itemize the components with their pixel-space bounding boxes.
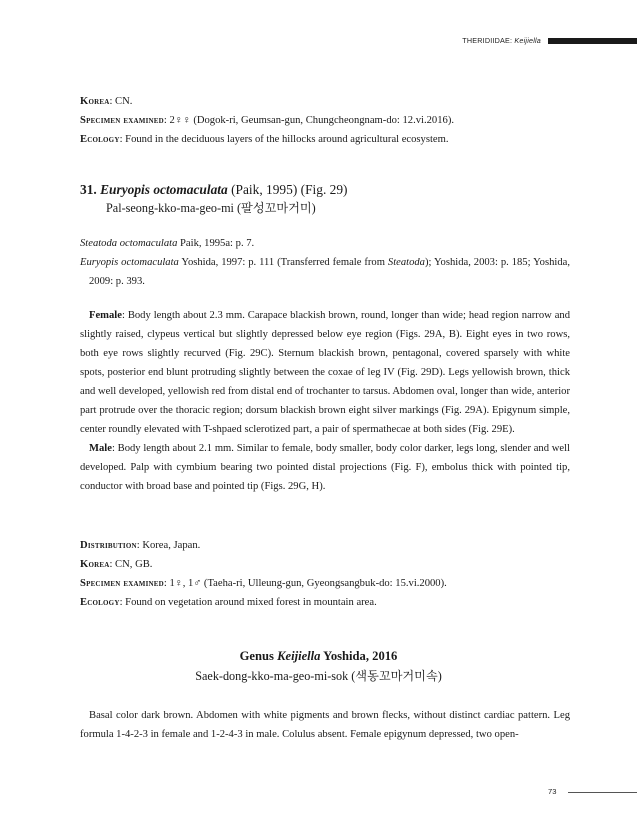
species-records (80, 536, 570, 612)
korea-line (80, 92, 570, 111)
male-label: Male (89, 443, 112, 454)
korea-value: : CN, GB. (109, 559, 153, 570)
korea-line (80, 555, 570, 574)
header-bar (548, 38, 637, 44)
genus-romanized: Saek-dong-kko-ma-geo-mi-sok (195, 669, 349, 683)
ecology-value: : Found in the deciduous layers of the hillocks around agricultural ecosystem. (119, 134, 449, 145)
species-author: (Paik, 1995) (231, 182, 298, 197)
synonym-reference: ); Yoshida, 2003: p. 185; Yoshida, 2009: p. 393. (89, 257, 570, 287)
species-genus: Euryopis (100, 182, 150, 197)
synonym-name: Euryopis octomaculata (80, 257, 179, 268)
male-description (80, 439, 570, 496)
genus-korean: (색동꼬마거미속) (351, 669, 442, 683)
female-label: Female (89, 310, 122, 321)
genus-prefix: Genus (239, 649, 278, 663)
species-korean: (팔성꼬마거미) (236, 201, 316, 215)
page-number: 73 (548, 787, 557, 796)
synonymy-entry (80, 253, 570, 291)
distribution-line (80, 536, 570, 555)
distribution-value: : Korea, Japan. (136, 540, 201, 551)
ecology-label: Ecology (80, 597, 120, 608)
synonymy-list (80, 234, 570, 291)
genus-description-text: Basal color dark brown. Abdomen with white pigments and brown flecks, without distinct cardiac pattern. Leg formula 1-4-2-3 in female and 1-2-4-3 in male. Colulus absent. Female epigynum depressed, two open- (80, 710, 570, 740)
korea-label: Korea (80, 559, 110, 570)
ecology-value: : Found on vegetation around mixed forest in mountain area. (119, 597, 377, 608)
ecology-line (80, 593, 570, 612)
genus-name: Keijiella (277, 649, 321, 663)
genus-common-name (0, 667, 637, 685)
synonym-genus: Steatoda (387, 257, 425, 268)
ecology-line (80, 130, 570, 149)
species-description (80, 306, 570, 496)
synonymy-entry (80, 234, 570, 253)
genus-author: Yoshida, 2016 (320, 649, 398, 663)
header-genus: Keijiella (514, 36, 541, 45)
specimen-label: Specimen examined (80, 115, 164, 126)
female-description (80, 306, 570, 439)
korea-value: : CN. (109, 96, 133, 107)
species-epithet: octomaculata (153, 182, 228, 197)
male-text: : Body length about 2.1 mm. Similar to female, body smaller, body color darker, legs long, slender and well developed. Palp with cymbium bearing two pointed distal projections (Fig. F), embolus thick with pointed tip, conductor with broad base and pointed tip (Figs. 29G, H). (80, 443, 570, 492)
previous-species-records (80, 92, 570, 149)
korea-label: Korea (80, 96, 110, 107)
species-figure-ref: (Fig. 29) (300, 182, 348, 197)
species-heading (80, 180, 348, 200)
genus-description (80, 706, 570, 744)
genus-heading (0, 647, 637, 665)
specimen-value: : 2♀♀ (Dogok-ri, Geumsan-gun, Chungcheongnam-do: 12.vi.2016). (163, 115, 454, 126)
page-footer (0, 786, 637, 800)
running-header-text (462, 36, 541, 46)
species-number: 31. (80, 182, 97, 197)
synonym-name: Steatoda octomaculata (80, 238, 178, 249)
synonym-reference: Yoshida, 1997: p. 111 (Transferred female from (178, 257, 388, 268)
species-common-name (106, 199, 316, 217)
species-romanized: Pal-seong-kko-ma-geo-mi (106, 201, 234, 215)
specimen-line (80, 111, 570, 130)
specimen-line (80, 574, 570, 593)
specimen-value: : 1♀, 1♂ (Taeha-ri, Ulleung-gun, Gyeongsangbuk-do: 15.vi.2000). (163, 578, 447, 589)
running-header (0, 36, 637, 48)
distribution-label: Distribution (80, 540, 137, 551)
specimen-label: Specimen examined (80, 578, 164, 589)
ecology-label: Ecology (80, 134, 120, 145)
footer-rule (568, 792, 637, 793)
synonym-reference: Paik, 1995a: p. 7. (177, 238, 255, 249)
female-text: : Body length about 2.3 mm. Carapace blackish brown, round, longer than wide; head region narrow and slightly raised, clypeus vertical but slightly depressed below eye region (Figs. 29A, B). Eight eyes in two rows, both eye rows slightly recurved (Fig. 29C). Sternum blackish brown, pentagonal, covered sparsely with white spots, posterior end blunt protruding slightly between the coxae of leg IV (Fig. 29D). Legs yellowish brown, thick and well developed, yellowish red from distal end of trochanter to tarsus. Abdomen oval, longer than wide, anterior part protrude over the thoracic region; dorsum blackish brown eight silver markings (Fig. 29A). Epigynum simple, center roundly elevated with T-shpaed sclerotized part, a pair of spermathecae at both sides (Fig. 29E). (80, 310, 570, 435)
header-family: THERIDIIDAE: (462, 36, 513, 45)
